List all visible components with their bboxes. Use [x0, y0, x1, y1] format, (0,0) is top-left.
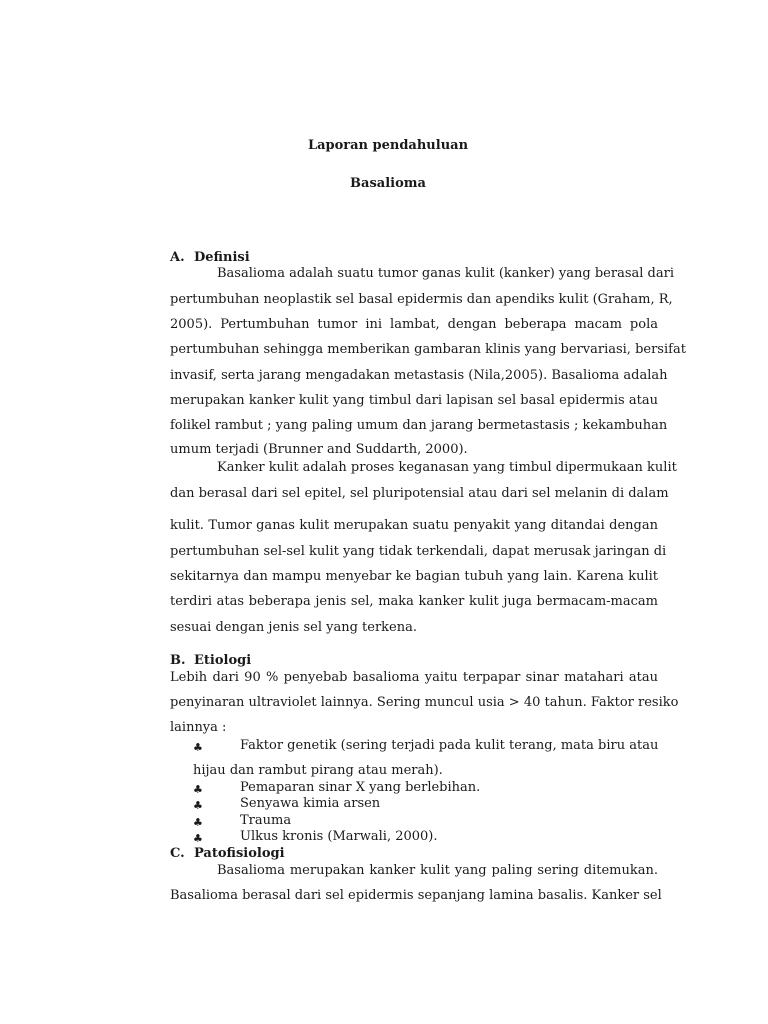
section-c-title: Patofisiologi	[194, 846, 285, 861]
paragraph-line: sekitarnya dan mampu menyebar ke bagian tubuh yang lain. Karena kulit	[170, 569, 658, 584]
section-a-letter: A.	[170, 250, 185, 265]
club-bullet-icon: ♣	[193, 741, 203, 754]
section-c-heading	[170, 846, 285, 861]
paragraph-line: dan berasal dari sel epitel, sel pluripotensial atau dari sel melanin di dalam	[170, 486, 669, 501]
paragraph-line: umum terjadi (Brunner and Suddarth, 2000).	[170, 442, 468, 457]
bullet-item: Trauma	[240, 813, 292, 828]
bullet-item: Faktor genetik (sering terjadi pada kulit terang, mata biru atau	[240, 738, 659, 753]
paragraph-line: penyinaran ultraviolet lainnya. Sering muncul usia > 40 tahun. Faktor resiko	[170, 695, 679, 710]
club-bullet-icon: ♣	[193, 799, 203, 812]
paragraph-line: Lebih dari 90 % penyebab basalioma yaitu terpapar sinar matahari atau	[170, 670, 658, 685]
bullet-item: Ulkus kronis (Marwali, 2000).	[240, 829, 438, 844]
section-b-heading	[170, 653, 251, 668]
paragraph-line: invasif, serta jarang mengadakan metastasis (Nila,2005). Basalioma adalah	[170, 368, 668, 383]
section-a-title: Definisi	[194, 250, 250, 265]
paragraph-line: terdiri atas beberapa jenis sel, maka kanker kulit juga bermacam-macam	[170, 594, 658, 609]
paragraph-line: merupakan kanker kulit yang timbul dari lapisan sel basal epidermis atau	[170, 393, 658, 408]
paragraph-line: Basalioma merupakan kanker kulit yang paling sering ditemukan.	[217, 863, 658, 878]
paragraph-line: pertumbuhan neoplastik sel basal epidermis dan apendiks kulit (Graham, R,	[170, 292, 673, 307]
section-b-letter: B.	[170, 653, 186, 668]
document-title: Laporan pendahuluan	[307, 138, 469, 153]
section-a-heading	[170, 250, 250, 265]
paragraph-line: 2005). Pertumbuhan tumor ini lambat, dengan beberapa macam pola	[170, 317, 658, 332]
paragraph-line: Basalioma berasal dari sel epidermis sepanjang lamina basalis. Kanker sel	[170, 888, 662, 903]
bullet-item: Pemaparan sinar X yang berlebihan.	[240, 780, 481, 795]
club-bullet-icon: ♣	[193, 816, 203, 829]
paragraph-line: lainnya :	[170, 720, 227, 735]
bullet-item-continuation: hijau dan rambut pirang atau merah).	[193, 763, 443, 778]
paragraph-line: pertumbuhan sel-sel kulit yang tidak terkendali, dapat merusak jaringan di	[170, 544, 667, 559]
section-c-letter: C.	[170, 846, 185, 861]
club-bullet-icon: ♣	[193, 832, 203, 845]
paragraph-line: pertumbuhan sehingga memberikan gambaran klinis yang bervariasi, bersifat	[170, 342, 686, 357]
paragraph-line: sesuai dengan jenis sel yang terkena.	[170, 620, 418, 635]
section-b-title: Etiologi	[194, 653, 252, 668]
paragraph-line: kulit. Tumor ganas kulit merupakan suatu penyakit yang ditandai dengan	[170, 518, 658, 533]
bullet-item: Senyawa kimia arsen	[240, 796, 381, 811]
paragraph-line: folikel rambut ; yang paling umum dan jarang bermetastasis ; kekambuhan	[170, 418, 668, 433]
document-subtitle: Basalioma	[350, 176, 426, 191]
paragraph-line: Kanker kulit adalah proses keganasan yang timbul dipermukaan kulit	[217, 460, 677, 475]
paragraph-line: Basalioma adalah suatu tumor ganas kulit (kanker) yang berasal dari	[217, 266, 674, 281]
club-bullet-icon: ♣	[193, 783, 203, 796]
